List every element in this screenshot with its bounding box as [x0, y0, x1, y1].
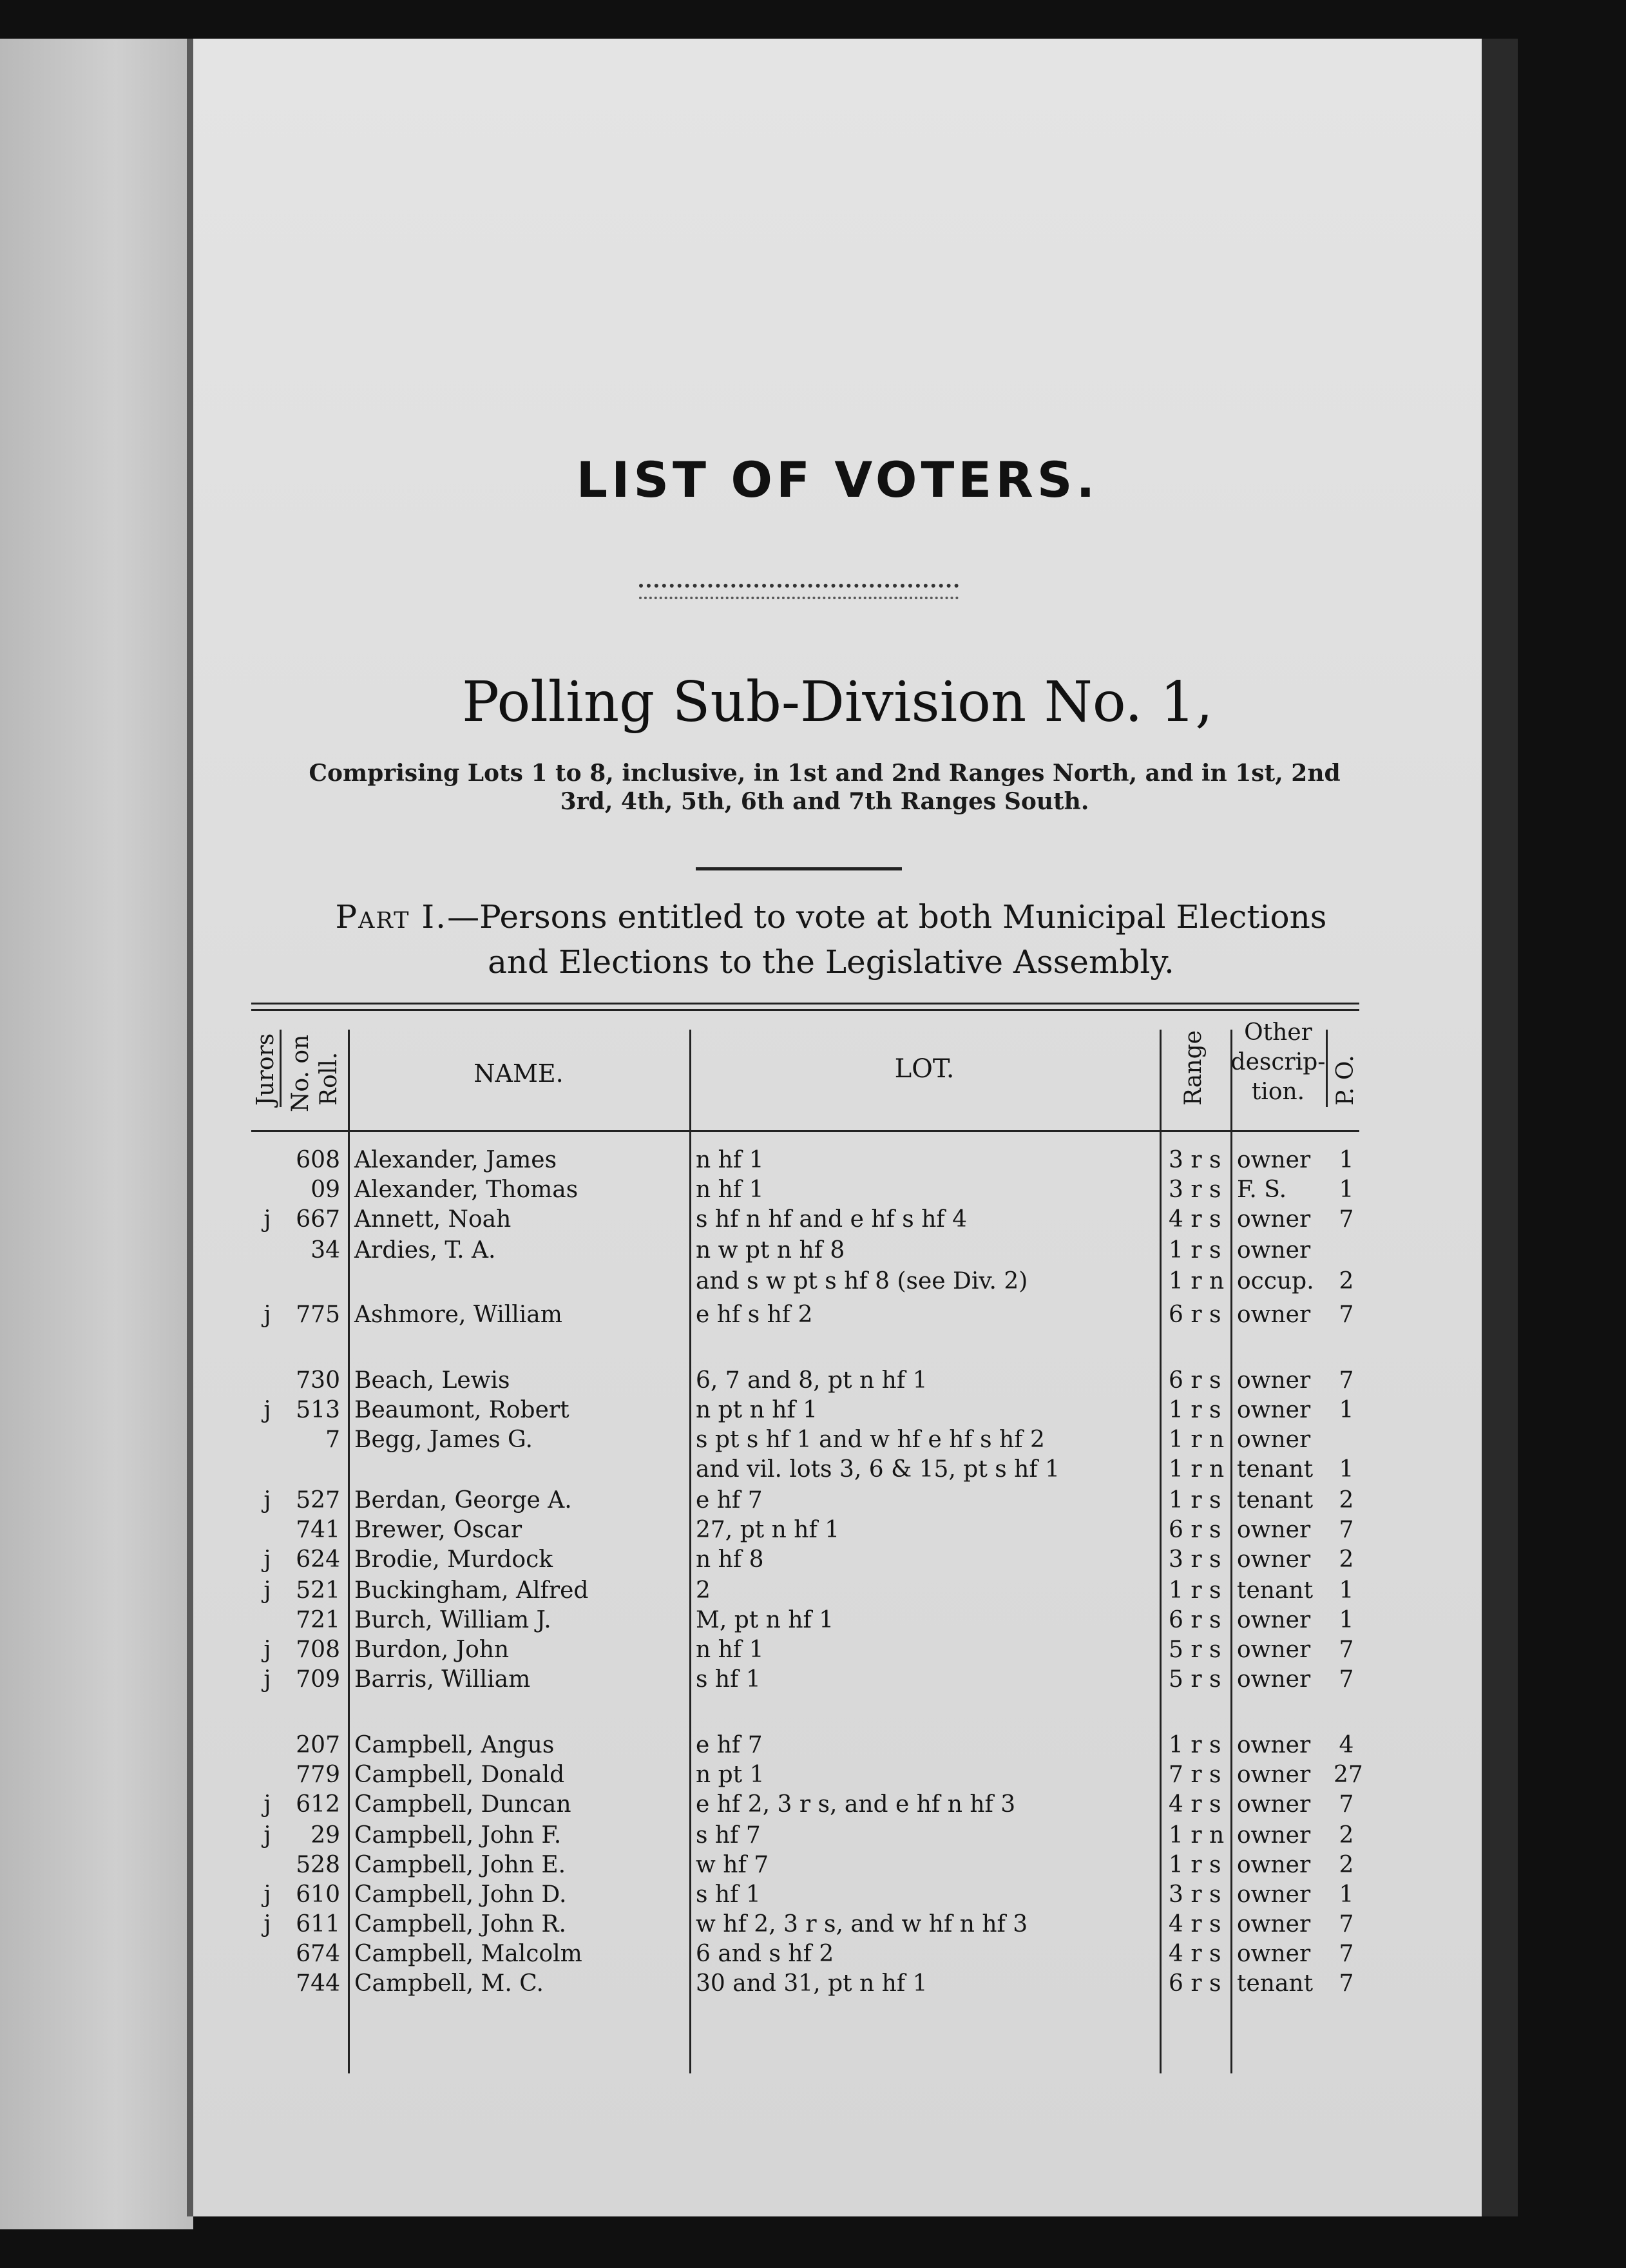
lot-cell: s hf 1 — [696, 1881, 761, 1908]
range-cell: 1 r n — [1169, 1822, 1225, 1849]
roll-number-cell: 779 — [296, 1762, 340, 1788]
roll-number-cell: 721 — [296, 1607, 340, 1633]
table-rule — [251, 1003, 1359, 1004]
table-row — [251, 1515, 1359, 1545]
description-cell: tenant — [1237, 1970, 1314, 1997]
column-divider — [280, 1030, 282, 1107]
page-edge-shadow — [1482, 39, 1518, 2216]
adjacent-page — [0, 39, 193, 2229]
roll-number-cell: 775 — [296, 1302, 340, 1328]
range-cell: 1 r n — [1169, 1456, 1225, 1483]
range-cell: 3 r s — [1169, 1147, 1221, 1173]
comprising-text — [245, 759, 1404, 816]
range-cell: 3 r s — [1169, 1881, 1221, 1908]
post-office-cell: 1 — [1339, 1881, 1354, 1908]
table-row — [251, 1146, 1359, 1175]
roll-number-cell: 612 — [296, 1791, 340, 1818]
lot-cell: e hf 7 — [696, 1487, 763, 1514]
table-row — [251, 1175, 1359, 1205]
lot-cell: n w pt n hf 8 — [696, 1237, 845, 1264]
roll-number-cell: 527 — [296, 1487, 340, 1514]
post-office-cell: 7 — [1339, 1302, 1354, 1328]
post-office-cell: 7 — [1339, 1206, 1354, 1233]
header-roll-1: No. on — [287, 1034, 314, 1112]
roll-number-cell: 34 — [311, 1237, 340, 1264]
description-cell: owner — [1237, 1791, 1311, 1818]
voter-name-cell: Buckingham, Alfred — [354, 1577, 589, 1604]
post-office-cell: 1 — [1339, 1147, 1354, 1173]
lot-cell: M, pt n hf 1 — [696, 1607, 834, 1633]
range-cell: 1 r n — [1169, 1427, 1225, 1453]
voter-name-cell: Burch, William J. — [354, 1607, 551, 1633]
range-cell: 1 r s — [1169, 1852, 1221, 1878]
range-cell: 3 r s — [1169, 1546, 1221, 1573]
description-cell: owner — [1237, 1941, 1311, 1967]
voter-name-cell: Campbell, John R. — [354, 1911, 566, 1937]
voter-name-cell: Campbell, John F. — [354, 1822, 562, 1849]
range-cell: 6 r s — [1169, 1607, 1221, 1633]
lot-cell: n hf 1 — [696, 1637, 764, 1663]
roll-number-cell: 611 — [296, 1911, 340, 1937]
range-cell: 6 r s — [1169, 1302, 1221, 1328]
jurors-cell: j — [263, 1302, 271, 1328]
voter-name-cell: Campbell, John D. — [354, 1881, 567, 1908]
voter-name-cell: Campbell, Donald — [354, 1762, 565, 1788]
table-row — [251, 1267, 1359, 1296]
table-row — [251, 1880, 1359, 1910]
voter-name-cell: Campbell, Angus — [354, 1732, 555, 1758]
post-office-cell: 2 — [1339, 1268, 1354, 1294]
table-row — [251, 1731, 1359, 1760]
table-row — [251, 1969, 1359, 1999]
jurors-cell: j — [263, 1637, 271, 1663]
description-cell: owner — [1237, 1237, 1311, 1264]
description-cell: owner — [1237, 1607, 1311, 1633]
description-cell: owner — [1237, 1147, 1311, 1173]
table-row — [251, 1300, 1359, 1330]
lot-cell: e hf 2, 3 r s, and e hf n hf 3 — [696, 1791, 1016, 1818]
table-row — [251, 1760, 1363, 1790]
range-cell: 4 r s — [1169, 1911, 1221, 1937]
range-cell: 1 r s — [1169, 1397, 1221, 1423]
range-cell: 5 r s — [1169, 1637, 1221, 1663]
range-cell: 6 r s — [1169, 1517, 1221, 1543]
roll-number-cell: 610 — [296, 1881, 340, 1908]
roll-number-cell: 744 — [296, 1970, 340, 1997]
roll-number-cell: 709 — [296, 1666, 340, 1693]
post-office-cell: 7 — [1339, 1367, 1354, 1394]
post-office-cell: 1 — [1339, 1397, 1354, 1423]
roll-number-cell: 741 — [296, 1517, 340, 1543]
post-office-cell: 1 — [1339, 1177, 1354, 1203]
roll-number-cell: 730 — [296, 1367, 340, 1394]
roll-number-cell: 207 — [296, 1732, 340, 1758]
range-cell: 7 r s — [1169, 1762, 1221, 1788]
table-row — [251, 1366, 1359, 1396]
comprising-line-2: 3rd, 4th, 5th, 6th and 7th Ranges South. — [560, 788, 1089, 815]
lot-cell: n hf 1 — [696, 1147, 764, 1173]
subdivision-heading: Polling Sub-Division No. 1, — [462, 670, 1213, 735]
range-cell: 3 r s — [1169, 1177, 1221, 1203]
lot-cell: 27, pt n hf 1 — [696, 1517, 840, 1543]
lot-cell: 6, 7 and 8, pt n hf 1 — [696, 1367, 928, 1394]
header-range: Range — [1180, 1030, 1207, 1106]
description-cell: owner — [1237, 1427, 1311, 1453]
post-office-cell: 7 — [1339, 1666, 1354, 1693]
part-line-2: and Elections to the Legislative Assembly. — [488, 943, 1174, 981]
comprising-line-1: Comprising Lots 1 to 8, inclusive, in 1st and 2nd Ranges North, and in 1st, 2nd — [309, 760, 1341, 787]
table-row — [251, 1665, 1359, 1695]
lot-cell: n hf 1 — [696, 1177, 764, 1203]
jurors-cell: j — [263, 1911, 271, 1937]
range-cell: 4 r s — [1169, 1206, 1221, 1233]
lot-cell: w hf 2, 3 r s, and w hf n hf 3 — [696, 1911, 1028, 1937]
description-cell: tenant — [1237, 1487, 1314, 1514]
roll-number-cell: 608 — [296, 1147, 340, 1173]
description-cell: tenant — [1237, 1577, 1314, 1604]
range-cell: 1 r s — [1169, 1237, 1221, 1264]
jurors-cell: j — [263, 1397, 271, 1423]
range-cell: 4 r s — [1169, 1791, 1221, 1818]
voter-name-cell: Ashmore, William — [354, 1302, 562, 1328]
table-row — [251, 1486, 1359, 1515]
post-office-cell: 7 — [1339, 1941, 1354, 1967]
jurors-cell: j — [263, 1666, 271, 1693]
description-cell: owner — [1237, 1822, 1311, 1849]
range-cell: 5 r s — [1169, 1666, 1221, 1693]
description-cell: occup. — [1237, 1268, 1314, 1294]
lot-cell: 30 and 31, pt n hf 1 — [696, 1970, 928, 1997]
description-cell: owner — [1237, 1367, 1311, 1394]
header-desc-1: Other — [1244, 1019, 1312, 1046]
description-cell: owner — [1237, 1852, 1311, 1878]
lot-cell: e hf s hf 2 — [696, 1302, 813, 1328]
header-roll-2: Roll. — [316, 1052, 342, 1106]
post-office-cell: 1 — [1339, 1607, 1354, 1633]
range-cell: 1 r n — [1169, 1268, 1225, 1294]
roll-number-cell: 521 — [296, 1577, 340, 1604]
description-cell: owner — [1237, 1732, 1311, 1758]
table-row — [251, 1606, 1359, 1635]
roll-number-cell: 513 — [296, 1397, 340, 1423]
table-row — [251, 1821, 1359, 1850]
header-po: P. O. — [1332, 1055, 1359, 1106]
roll-number-cell: 674 — [296, 1941, 340, 1967]
voter-name-cell: Campbell, John E. — [354, 1852, 566, 1878]
jurors-cell: j — [263, 1577, 271, 1604]
post-office-cell: 1 — [1339, 1456, 1354, 1483]
document-page — [193, 39, 1482, 2216]
lot-cell: s hf 1 — [696, 1666, 761, 1693]
voter-name-cell: Beach, Lewis — [354, 1367, 510, 1394]
voter-name-cell: Campbell, Malcolm — [354, 1941, 582, 1967]
lot-cell: and s w pt s hf 8 (see Div. 2) — [696, 1268, 1028, 1294]
table-row — [251, 1635, 1359, 1665]
description-cell: owner — [1237, 1517, 1311, 1543]
description-cell: owner — [1237, 1911, 1311, 1937]
range-cell: 6 r s — [1169, 1970, 1221, 1997]
table-row — [251, 1939, 1359, 1969]
description-cell: owner — [1237, 1666, 1311, 1693]
voter-name-cell: Brodie, Murdock — [354, 1546, 553, 1573]
post-office-cell: 7 — [1339, 1637, 1354, 1663]
lot-cell: n hf 8 — [696, 1546, 764, 1573]
voter-name-cell: Ardies, T. A. — [354, 1237, 496, 1264]
voter-name-cell: Campbell, Duncan — [354, 1791, 571, 1818]
voter-name-cell: Annett, Noah — [354, 1206, 512, 1233]
roll-number-cell: 528 — [296, 1852, 340, 1878]
roll-number-cell: 624 — [296, 1546, 340, 1573]
table-row — [251, 1425, 1359, 1455]
voter-name-cell: Beaumont, Robert — [354, 1397, 569, 1423]
voter-name-cell: Alexander, Thomas — [354, 1177, 579, 1203]
voter-name-cell: Barris, William — [354, 1666, 531, 1693]
lot-cell: 6 and s hf 2 — [696, 1941, 834, 1967]
header-jurors: Jurors — [253, 1033, 279, 1106]
description-cell: owner — [1237, 1637, 1311, 1663]
part-text-1: —Persons entitled to vote at both Municipal Elections — [447, 898, 1327, 936]
roll-number-cell: 7 — [325, 1427, 340, 1453]
post-office-cell: 2 — [1339, 1852, 1354, 1878]
header-name: NAME. — [473, 1059, 564, 1088]
voter-name-cell: Berdan, George A. — [354, 1487, 572, 1514]
post-office-cell: 2 — [1339, 1822, 1354, 1849]
table-row — [251, 1850, 1359, 1880]
post-office-cell: 2 — [1339, 1546, 1354, 1573]
header-rule — [251, 1130, 1359, 1132]
lot-cell: n pt 1 — [696, 1762, 765, 1788]
document-title: LIST OF VOTERS. — [576, 451, 1099, 508]
roll-number-cell: 667 — [296, 1206, 340, 1233]
jurors-cell: j — [263, 1206, 271, 1233]
table-row — [251, 1910, 1359, 1939]
lot-cell: s hf 7 — [696, 1822, 761, 1849]
header-desc-3: tion. — [1251, 1079, 1305, 1105]
table-row — [251, 1545, 1359, 1575]
voter-name-cell: Brewer, Oscar — [354, 1517, 522, 1543]
description-cell: F. S. — [1237, 1177, 1287, 1203]
post-office-cell: 7 — [1339, 1911, 1354, 1937]
post-office-cell: 4 — [1339, 1732, 1354, 1758]
table-row — [251, 1205, 1359, 1235]
range-cell: 1 r s — [1169, 1577, 1221, 1604]
roll-number-cell: 29 — [311, 1822, 340, 1849]
range-cell: 1 r s — [1169, 1487, 1221, 1514]
jurors-cell: j — [263, 1487, 271, 1514]
table-rule — [251, 1009, 1359, 1011]
lot-cell: w hf 7 — [696, 1852, 769, 1878]
description-cell: tenant — [1237, 1456, 1314, 1483]
description-cell: owner — [1237, 1546, 1311, 1573]
range-cell: 4 r s — [1169, 1941, 1221, 1967]
header-description — [1230, 1018, 1326, 1107]
post-office-cell: 7 — [1339, 1791, 1354, 1818]
lot-cell: s hf n hf and e hf s hf 4 — [696, 1206, 968, 1233]
part-label: Part I. — [335, 898, 448, 936]
description-cell: owner — [1237, 1302, 1311, 1328]
post-office-cell: 7 — [1339, 1970, 1354, 1997]
description-cell: owner — [1237, 1397, 1311, 1423]
voter-name-cell: Campbell, M. C. — [354, 1970, 544, 1997]
lot-cell: and vil. lots 3, 6 & 15, pt s hf 1 — [696, 1456, 1060, 1483]
jurors-cell: j — [263, 1881, 271, 1908]
jurors-cell: j — [263, 1546, 271, 1573]
lot-cell: 2 — [696, 1577, 711, 1604]
lot-cell: n pt n hf 1 — [696, 1397, 818, 1423]
part-heading — [245, 894, 1417, 985]
table-row — [251, 1455, 1359, 1485]
column-divider — [1326, 1030, 1328, 1107]
voter-name-cell: Alexander, James — [354, 1147, 557, 1173]
lot-cell: e hf 7 — [696, 1732, 763, 1758]
post-office-cell: 27 — [1334, 1762, 1363, 1788]
description-cell: owner — [1237, 1881, 1311, 1908]
post-office-cell: 7 — [1339, 1517, 1354, 1543]
table-row — [251, 1236, 1359, 1265]
jurors-cell: j — [263, 1791, 271, 1818]
table-row — [251, 1576, 1359, 1606]
description-cell: owner — [1237, 1206, 1311, 1233]
ornamental-divider — [639, 584, 959, 599]
table-row — [251, 1396, 1359, 1425]
post-office-cell: 1 — [1339, 1577, 1354, 1604]
short-rule — [696, 867, 902, 870]
roll-number-cell: 09 — [311, 1177, 340, 1203]
description-cell: owner — [1237, 1762, 1311, 1788]
voter-name-cell: Burdon, John — [354, 1637, 510, 1663]
header-lot: LOT. — [894, 1054, 955, 1084]
post-office-cell: 2 — [1339, 1487, 1354, 1514]
voter-name-cell: Begg, James G. — [354, 1427, 533, 1453]
header-desc-2: descrip- — [1230, 1049, 1326, 1075]
part-line-1 — [245, 894, 1417, 939]
voters-table — [251, 1003, 1363, 2072]
table-row — [251, 1790, 1359, 1820]
range-cell: 1 r s — [1169, 1732, 1221, 1758]
range-cell: 6 r s — [1169, 1367, 1221, 1394]
lot-cell: s pt s hf 1 and w hf e hf s hf 2 — [696, 1427, 1045, 1453]
roll-number-cell: 708 — [296, 1637, 340, 1663]
jurors-cell: j — [263, 1822, 271, 1849]
